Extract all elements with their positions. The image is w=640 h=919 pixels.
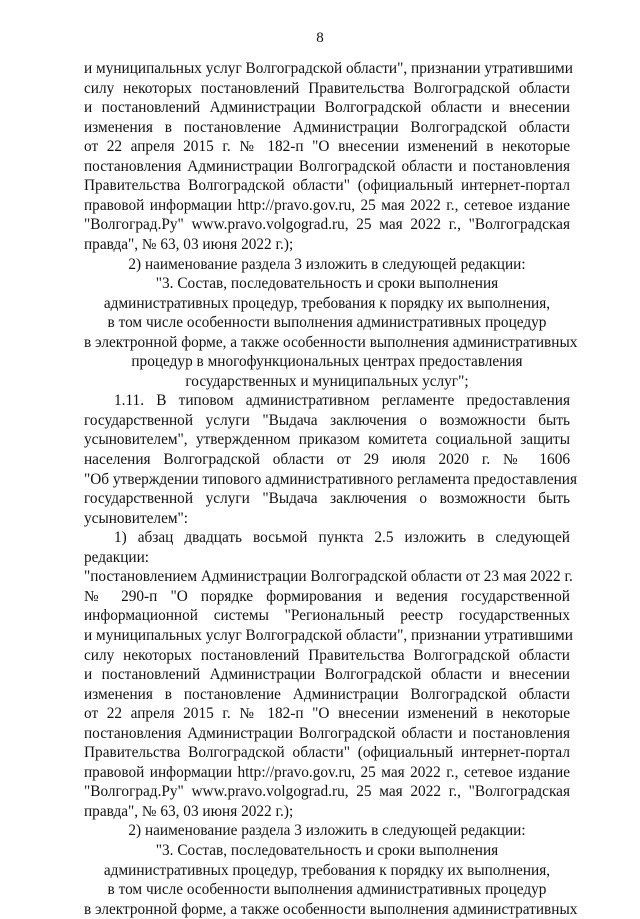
text-line: правда", № 63, 03 июня 2022 г.); (84, 235, 294, 253)
text-line: государственных и муниципальных услуг"; (185, 372, 469, 390)
text-line: "постановлением Администрации Волгоградской области от 23 мая 2022 г. (84, 568, 573, 586)
text-line: 1.11. В типовом административном регламенте предоставления (114, 392, 570, 410)
text-line: административных процедур, требования к порядку их выполнения, (103, 861, 551, 879)
text-line: процедур в многофункциональных центрах предоставления (131, 353, 523, 371)
text-line: № 290-п "О порядке формирования и ведения государственной (84, 587, 570, 605)
text-line: в том числе особенности выполнения административных процедур (107, 881, 547, 899)
text-line: 2) наименование раздела 3 изложить в следующей редакции: (128, 255, 526, 273)
text-line: правовой информации http://pravo.gov.ru, 25 мая 2022 г., сетевое издание (84, 196, 570, 214)
text-line: Правительства Волгоградской области" (официальный интернет-портал (84, 744, 570, 762)
text-line: в электронной форме, а также особенности выполнения административных (84, 900, 578, 918)
text-line: государственной услуги "Выдача заключения о возможности быть (84, 411, 570, 429)
text-line: силу некоторых постановлений Правительства Волгоградской области (84, 79, 570, 97)
text-line: и муниципальных услуг Волгоградской области", признании утратившими (84, 60, 573, 77)
text-line: Правительства Волгоградской области" (официальный интернет-портал (84, 177, 570, 195)
text-line: усыновителем", утвержденном приказом комитета социальной защиты (84, 431, 570, 449)
text-line: от 22 апреля 2015 г. № 182-п "О внесении изменений в некоторые (84, 138, 570, 156)
text-line: "Волгоград.Ру" www.pravo.volgograd.ru, 25 мая 2022 г., "Волгоградская (84, 783, 570, 801)
text-line: и муниципальных услуг Волгоградской области", признании утратившими (84, 626, 573, 644)
text-line: правда", № 63, 03 июня 2022 г.); (84, 802, 294, 820)
text-line: правовой информации http://pravo.gov.ru, 25 мая 2022 г., сетевое издание (84, 763, 570, 781)
text-line: "3. Состав, последовательность и сроки выполнения (155, 842, 499, 859)
text-line: государственной услуги "Выдача заключения о возможности быть (84, 490, 570, 508)
text-line: и постановлений Администрации Волгоградской области и внесении (84, 666, 570, 684)
text-line: 2) наименование раздела 3 изложить в следующей редакции: (128, 822, 526, 840)
text-line: "3. Состав, последовательность и сроки выполнения (155, 275, 499, 293)
text-line: постановления Администрации Волгоградской области и постановления (84, 724, 570, 742)
text-line: силу некоторых постановлений Правительства Волгоградской области (84, 646, 570, 664)
text-line: редакции: (84, 548, 150, 566)
text-line: административных процедур, требования к порядку их выполнения, (103, 294, 551, 312)
text-line: постановления Администрации Волгоградской области и постановления (84, 157, 570, 175)
text-line: "Волгоград.Ру" www.pravo.volgograd.ru, 25 мая 2022 г., "Волгоградская (84, 216, 570, 234)
page-number: 8 (316, 30, 324, 46)
text-line: в том числе особенности выполнения административных процедур (107, 314, 547, 332)
text-line: населения Волгоградской области от 29 июля 2020 г. № 1606 (84, 451, 570, 468)
text-line: "Об утверждении типового административного регламента предоставления (84, 470, 578, 488)
text-line: в электронной форме, а также особенности выполнения административных (84, 333, 578, 351)
text-line: изменения в постановление Администрации Волгоградской области (84, 118, 570, 136)
text-line: изменения в постановление Администрации Волгоградской области (84, 685, 570, 703)
text-line: от 22 апреля 2015 г. № 182-п "О внесении изменений в некоторые (84, 705, 570, 723)
text-line: информационной системы "Региональный реестр государственных (84, 607, 570, 625)
text-line: 1) абзац двадцать восьмой пункта 2.5 изложить в следующей (114, 529, 570, 547)
text-line: и постановлений Администрации Волгоградской области и внесении (84, 99, 570, 117)
text-line: усыновителем": (84, 509, 189, 527)
